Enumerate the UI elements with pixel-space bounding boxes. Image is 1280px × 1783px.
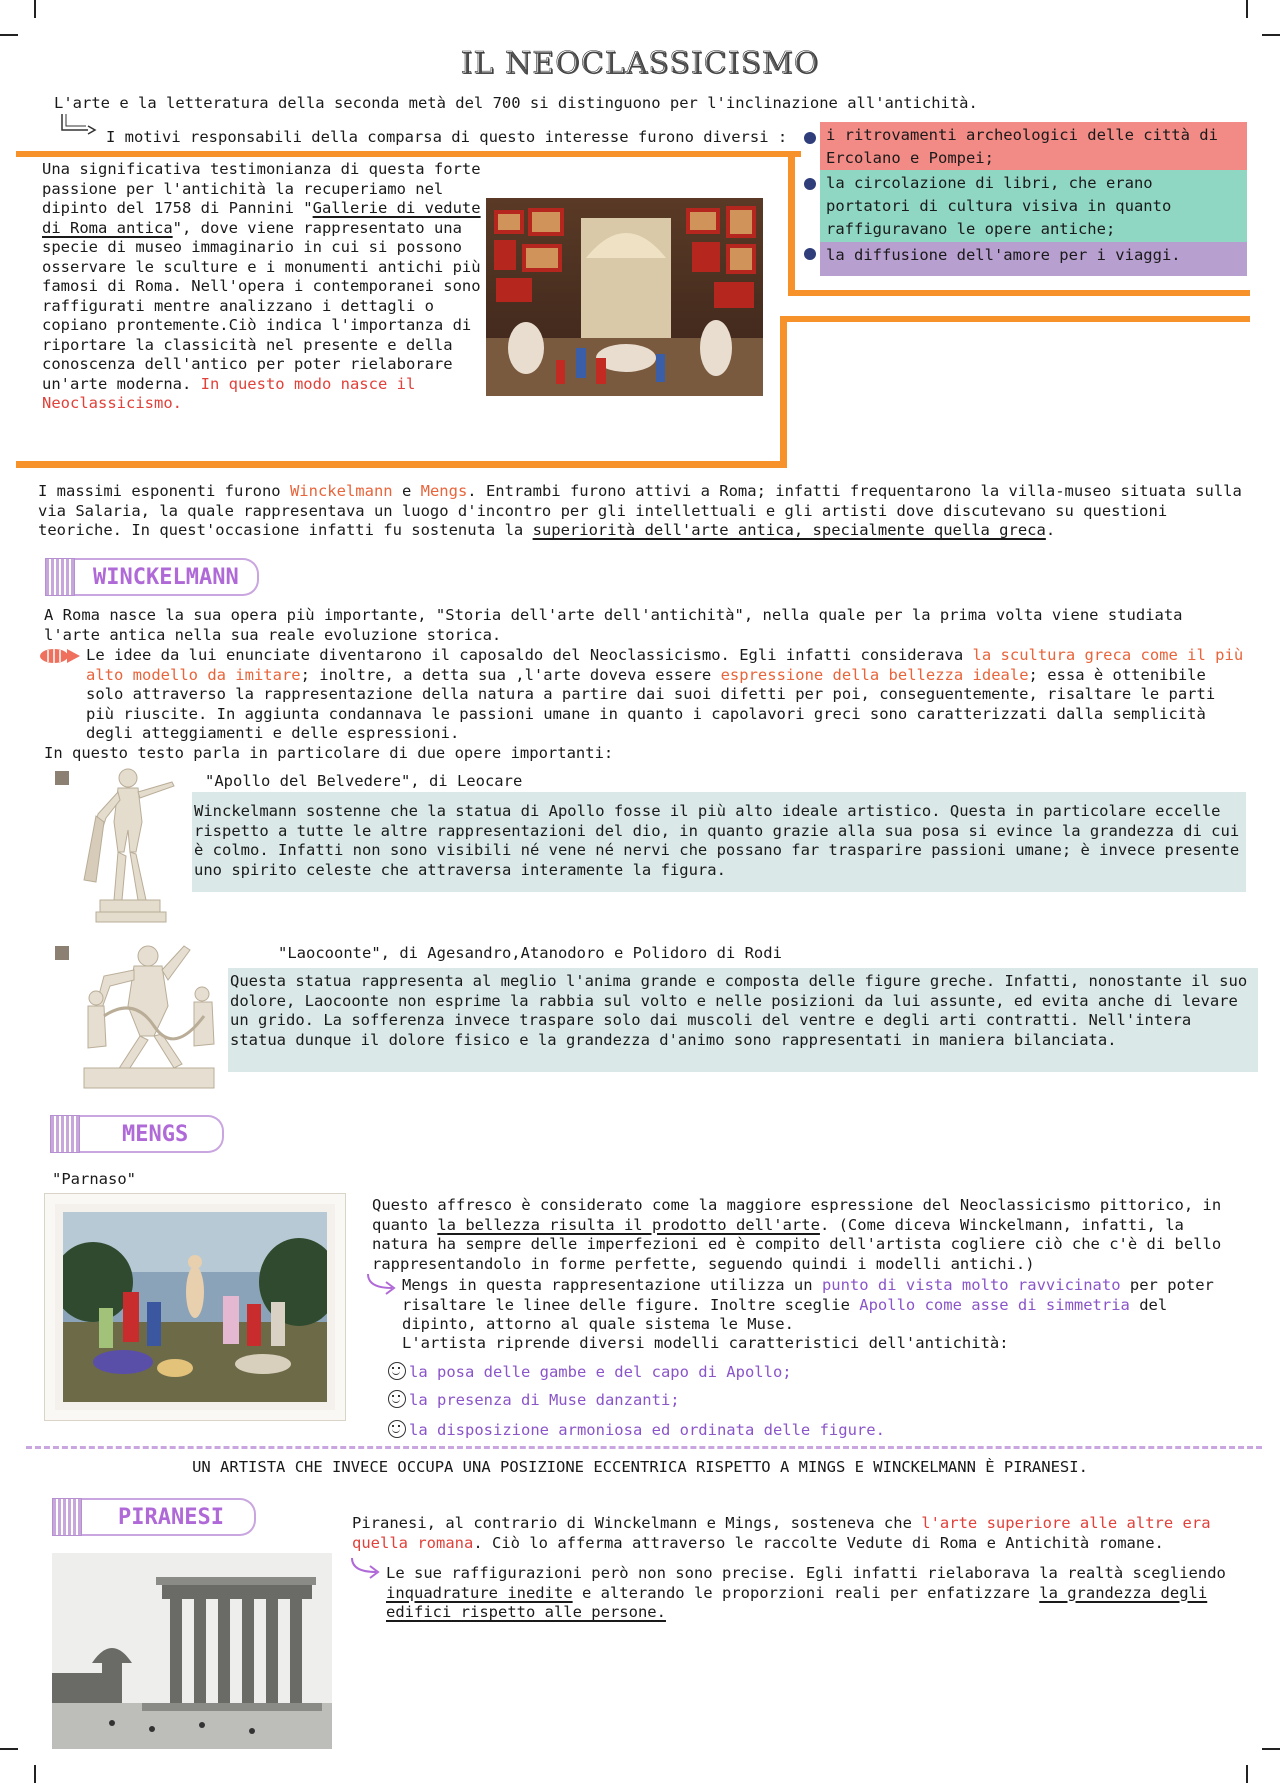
bullet-dot	[804, 178, 816, 190]
orange-line	[16, 151, 801, 157]
mengs-list-item: la disposizione armoniosa ed ordinata delle figure.	[388, 1420, 885, 1441]
mengs-list-item: la posa delle gambe e del capo di Apollo;	[388, 1362, 792, 1383]
laocoonte-statue-image	[74, 936, 224, 1094]
motivo-viaggi: la diffusione dell'amore per i viaggi.	[820, 242, 1247, 276]
page-title: IL NEOCLASSICISMO	[460, 46, 820, 81]
bullet-dot	[804, 132, 816, 144]
crop-mark	[1246, 0, 1248, 18]
crop-mark	[1262, 1748, 1280, 1750]
apollo-title: "Apollo del Belvedere", di Leocare	[205, 772, 523, 790]
arrow-icon	[58, 112, 98, 138]
smiley-icon	[388, 1362, 406, 1380]
piranesi-p1: Piranesi, al contrario di Winckelmann e Mings, sosteneva che l'arte superiore alle altre era quella romana. Ciò lo afferma attraverso le raccolte Vedute di Roma e Antichità romane.	[352, 1514, 1211, 1552]
bullet-square	[55, 771, 69, 785]
section-header-piranesi: PIRANESI	[52, 1498, 256, 1536]
motivo-libri: la circolazione di libri, che erano portatori di cultura visiva in quanto raffiguravano le opere antiche;	[820, 170, 1247, 246]
crop-mark	[1246, 1765, 1248, 1783]
apollo-text: Winckelmann sostenne che la statua di Apollo fosse il più alto ideale artistico. Questa in particolare eccelle rispetto a tutte le altre rappresentazioni del dio, in quanto grazie alla sua posa si evince la grandezza di cui è colmo. Infatti non sono visibili né vene né nervi che possano far trasparire passioni umane; è invece presente uno spirito celeste che attraversa interamente la figura.	[194, 802, 1240, 879]
crop-mark	[34, 0, 36, 18]
mengs-p2: Mengs in questa rappresentazione utilizza un punto di vista molto ravvicinato per poter risaltare le linee delle figure. Inoltre sceglie Apollo come asse di simmetria del dipinto, attorno al quale sistema le Muse.	[402, 1276, 1214, 1333]
mengs-p3: L'artista riprende diversi modelli caratteristici dell'antichità:	[402, 1334, 1009, 1352]
orange-line	[16, 461, 787, 468]
crop-mark	[34, 1765, 36, 1783]
orange-line	[780, 316, 787, 468]
orange-line	[788, 290, 1250, 296]
mengs-list-item: la presenza di Muse danzanti;	[388, 1390, 680, 1411]
orange-line	[786, 316, 1250, 322]
crop-mark	[1262, 34, 1280, 36]
winckelmann-p3: In questo testo parla in particolare di due opere importanti:	[44, 744, 614, 762]
crop-mark	[0, 34, 18, 36]
piranesi-p2: Le sue raffigurazioni però non sono precise. Egli infatti rielaborava la realtà scegliendo inquadrature inedite e alterando le proporzioni reali per enfatizzare la grandezza degli edifici rispetto alle persone.	[386, 1564, 1226, 1621]
separator-text: UN ARTISTA CHE INVECE OCCUPA UNA POSIZIONE ECCENTRICA RISPETTO A MINGS E WINCKELMANN È PIRANESI.	[192, 1458, 1088, 1476]
piranesi-engraving	[52, 1553, 332, 1749]
smiley-icon	[388, 1390, 406, 1408]
section-header-mengs: MENGS	[50, 1115, 224, 1153]
parnaso-painting	[63, 1212, 327, 1402]
parnaso-frame	[44, 1193, 346, 1421]
crop-mark	[0, 1748, 18, 1750]
bullet-square	[55, 946, 69, 960]
esponenti-text: I massimi esponenti furono Winckelmann e Mengs. Entrambi furono attivi a Roma; infatti frequentarono la villa-museo situata sulla via Salaria, la quale rappresentava un luogo d'incontro per gli intellettuali e gli artisti dove discutevano su questioni teoriche. In quest'occasione infatti fu sostenuta la superiorità dell'arte antica, specialmente quella greca.	[38, 482, 1242, 539]
pannini-painting	[486, 198, 763, 396]
mengs-p1: Questo affresco è considerato come la maggiore espressione del Neoclassicismo pittorico, in quanto la bellezza risulta il prodotto dell'arte. (Come diceva Winckelmann, infatti, la natura ha sempre delle imperfezioni ed è compito dell'artista cogliere ciò che c'è di bello rappresentandolo in forme perfette, seguendo quindi i modelli antichi.)	[372, 1196, 1222, 1273]
winckelmann-p2: Le idee da lui enunciate diventarono il caposaldo del Neoclassicismo. Egli infatti considerava la scultura greca come il più alto modello da imitare; inoltre, a detta sua ,l'arte doveva essere espressione della bellezza ideale; essa è ottenibile solo attraverso la rappresentazione della natura a partire dai suoi difetti per poi, conseguentemente, risaltare le parti più riuscite. In aggiunta condannava le passioni umane in quanto i capolavori greci sono caratterizzati dalla semplicità degli atteggiamenti e delle espressioni.	[86, 646, 1244, 742]
motivi-label: I motivi responsabili della comparsa di questo interesse furono diversi :	[106, 128, 788, 146]
winckelmann-p1: A Roma nasce la sua opera più importante, "Storia dell'arte dell'antichità", nella quale per la prima volta viene studiata l'arte antica nella sua reale evoluzione storica.	[44, 606, 1183, 644]
dashed-separator	[26, 1446, 1262, 1449]
apollo-statue-image	[76, 760, 186, 924]
curved-arrow-icon	[348, 1556, 384, 1580]
bullet-dot	[804, 248, 816, 260]
intro-text: L'arte e la letteratura della seconda metà del 700 si distinguono per l'inclinazione all'antichità.	[54, 94, 978, 112]
smiley-icon	[388, 1420, 406, 1438]
curved-arrow-icon	[364, 1272, 400, 1296]
motivo-ritrovamenti: i ritrovamenti archeologici delle città di Ercolano e Pompei;	[820, 122, 1247, 176]
parnaso-title: "Parnaso"	[52, 1170, 136, 1188]
laocoonte-title: "Laocoonte", di Agesandro,Atanodoro e Polidoro di Rodi	[278, 944, 782, 962]
fish-arrow-icon	[34, 647, 84, 665]
section-header-winckelmann: WINCKELMANN	[45, 558, 259, 596]
orange-line	[788, 151, 795, 295]
pannini-text: Una significativa testimonianza di questa forte passione per l'antichità la recuperiamo nel dipinto del 1758 di Pannini "Gallerie di vedute di Roma antica", dove viene rappresentato una specie di museo immaginario in cui si possono osservare le sculture e i monumenti antichi più famosi di Roma. Nell'opera i contemporanei sono raffigurati mentre analizzano i dettagli o copiano prontemente.Ciò indica l'importanza di riportare la classicità nel presente e della conoscenza dell'antico per poter rielaborare un'arte moderna. In questo modo nasce il Neoclassicismo.	[42, 160, 481, 412]
laocoonte-text: Questa statua rappresenta al meglio l'anima grande e composta delle figure greche. Infatti, nonostante il suo dolore, Laocoonte non esprime la rabbia sul volto e nelle posizioni da lui assunte, ed evita anche di levare un grido. La sofferenza invece traspare solo dai muscoli del ventre e degli arti contratti. Nell'intera statua dunque il dolore fisico e la grandezza d'animo sono rappresentati in maniera bilanciata.	[230, 972, 1248, 1049]
